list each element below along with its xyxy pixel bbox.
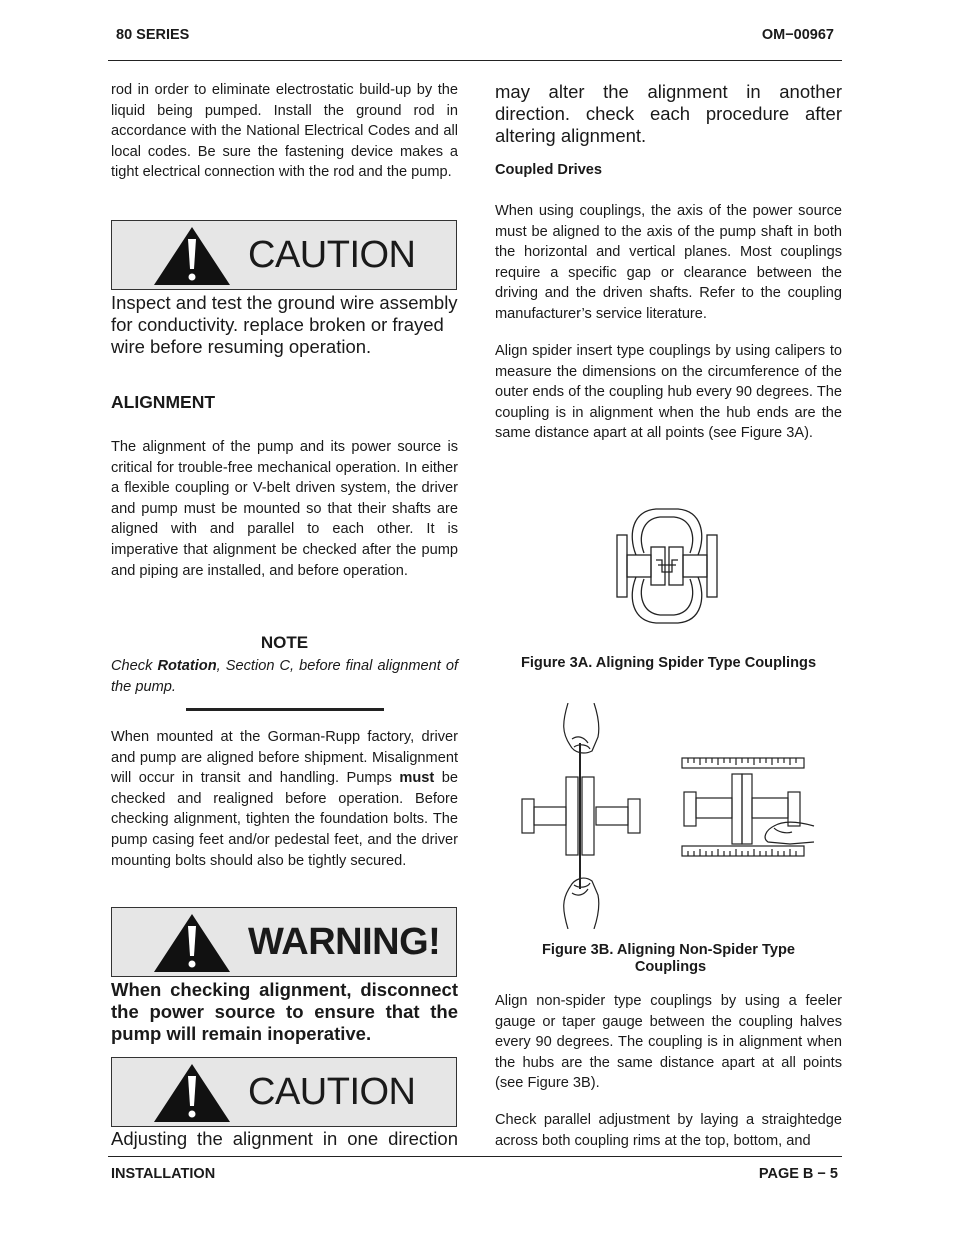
spider-paragraph: Align spider insert type couplings by using calipers to measure the dimensions on the circumference of the outer ends of the coupling hub every 90 degrees. The coupling is in alignment when the hub ends are the same distance apart at all points (see Figure 3A). [495, 343, 842, 442]
note-text-bold: Rotation [157, 658, 217, 674]
caution-text-2-continued: may alter the alignment in another direction. check each procedure after altering alignment. [495, 81, 842, 146]
figure-3b-caption-line1: Figure 3B. Aligning Non-Spider Type [542, 942, 795, 958]
header-doc-number: OM−00967 [761, 27, 834, 43]
factory-paragraph-post: be checked and realigned before operation. Before checking alignment, tighten the foundation bolts. The pump casing feet and/or pedestal feet, and the driver mounting bolts should also be tightly secured. [111, 770, 458, 869]
note-divider [186, 708, 384, 711]
alignment-heading: ALIGNMENT [111, 392, 216, 412]
header-rule [108, 60, 842, 61]
alignment-paragraph: The alignment of the pump and its power source is critical for trouble-free mechanical operation. In either a flexible coupling or V-belt driven system, the driver and pump must be mounted so that their shafts are aligned with and parallel to each other. It is imperative that alignment be checked after the pump and piping are installed, and before operation. [111, 439, 458, 579]
non-spider-paragraph: Align non-spider type couplings by using a feeler gauge or taper gauge between the coupling halves every 90 degrees. The coupling is in alignment when the hubs are the same distance apart at all points (see Figure 3B). [495, 993, 842, 1092]
caution-box-2 [111, 1057, 457, 1127]
caution-box-1 [111, 220, 457, 290]
caution-label-1: CAUTION [248, 234, 416, 276]
factory-paragraph-pre: When mounted at the Gorman-Rupp factory, driver and pump are aligned before shipment. Misalignment will occur in transit and handling. Pumps [111, 729, 458, 787]
footer-page-number: PAGE B − 5 [758, 1166, 838, 1182]
footer-rule [108, 1156, 842, 1157]
warning-triangle-icon [152, 912, 232, 974]
left-column [111, 80, 458, 183]
figure-3b-feeler-gauge-drawing [518, 703, 646, 929]
caution-text-1: Inspect and test the ground wire assembly for conductivity. replace broken or frayed wire before resuming operation. [111, 292, 458, 357]
note-heading: NOTE [260, 633, 309, 652]
caution-text-2: Adjusting the alignment in one direction [111, 1128, 458, 1149]
factory-paragraph-bold: must [399, 770, 435, 787]
factory-paragraph [111, 727, 458, 871]
note-text [111, 656, 458, 697]
note-text-pre: Check [111, 658, 158, 674]
caution-label-2: CAUTION [248, 1071, 416, 1113]
warning-box [111, 907, 457, 977]
note-text-post: , Section C, before final alignment of the pump. [111, 658, 459, 695]
couplings-paragraph: When using couplings, the axis of the power source must be aligned to the axis of the pump shaft in both the horizontal and vertical planes. Most couplings require a specific gap or clearance between the driving and the driven shafts. Refer to the coupling manufacturer’s service literature. [495, 203, 842, 322]
warning-label: WARNING! [248, 921, 441, 963]
warning-triangle-icon [152, 1062, 232, 1124]
ground-rod-paragraph: rod in order to eliminate electrostatic build-up by the liquid being pumped. Install the ground rod in accordance with the National Electrical Codes and all local codes. Be sure the fastening device makes a tight electrical connection with the rod and the pump. [111, 82, 458, 181]
warning-text: When checking alignment, disconnect the power source to ensure that the pump will remain inoperative. [111, 979, 458, 1044]
figure-3a-caption: Figure 3A. Aligning Spider Type Couplings [520, 655, 817, 671]
figure-3b-caption [495, 942, 842, 976]
footer-section: INSTALLATION [111, 1166, 216, 1182]
figure-3a-spider-coupling [612, 505, 722, 627]
parallel-paragraph: Check parallel adjustment by laying a straightedge across both coupling rims at the top, bottom, and [495, 1112, 842, 1149]
figure-3b-caption-line2: Couplings [634, 959, 707, 975]
hand-icon [564, 878, 599, 929]
hand-icon [564, 703, 599, 753]
warning-triangle-icon [152, 225, 232, 287]
figure-3b-straightedge-drawing [680, 756, 816, 860]
header-series: 80 SERIES [116, 27, 190, 43]
coupled-drives-heading: Coupled Drives [495, 162, 603, 178]
